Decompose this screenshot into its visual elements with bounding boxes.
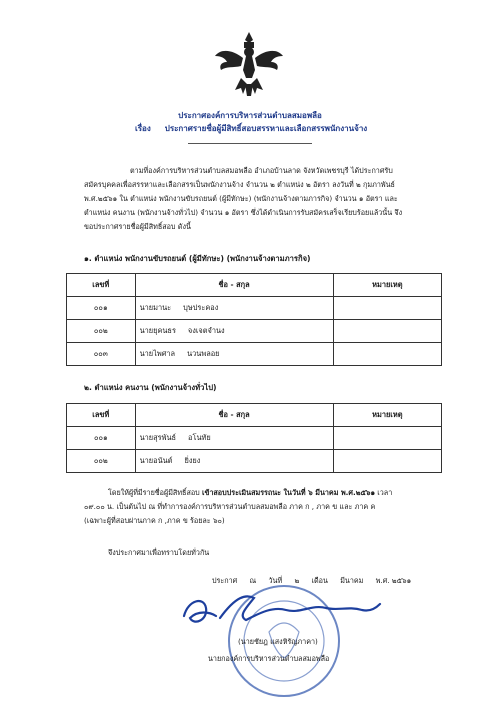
- column-header-name: ชื่อ - สกุล: [135, 404, 333, 427]
- announcement-subject: [135, 122, 367, 135]
- row-name: [135, 320, 333, 343]
- intro-line: สมัครบุคคลเพื่อสรรหาและเลือกสรรเป็นพนักงานจ้าง จำนวน ๒ ตำแหน่ง ๒ อัตรา ลงวันที่ ๒ กุมภาพันธ์: [84, 180, 395, 189]
- exam-line: (เฉพาะผู้ที่สอบผ่านภาค ก ,ภาค ข ร้อยละ ๖๐): [84, 516, 225, 525]
- column-header-remark: หมายเหตุ: [333, 404, 441, 427]
- closing-notice: จึงประกาศมาเพื่อทราบโดยทั่วกัน: [108, 548, 210, 557]
- section-title-driver: ๑. ตำแหน่ง พนักงานขับรถยนต์ (ผู้มีทักษะ) (พนักงานจ้างตามภารกิจ): [84, 254, 311, 263]
- exam-line: [84, 486, 464, 500]
- row-name: [135, 297, 333, 320]
- first-name: นายยุคนธร: [139, 326, 176, 335]
- row-remark: [333, 450, 441, 473]
- intro-paragraph: [84, 164, 448, 234]
- intro-line: ตำแหน่ง คนงาน (พนักงานจ้างทั่วไป) จำนวน ๑ อัตรา ซึ่งได้ดำเนินการรับสมัครเสร็จเรียบร้อยแล้วนั้น จึง: [84, 208, 403, 217]
- section-title-worker: ๒. ตำแหน่ง คนงาน (พนักงานจ้างทั่วไป): [84, 383, 217, 392]
- last-name: อโนทัย: [188, 433, 211, 442]
- row-number: ๐๐๒: [67, 320, 136, 343]
- column-header-name: ชื่อ - สกุล: [135, 274, 333, 297]
- table-row: [67, 320, 442, 343]
- exam-text: โดยให้ผู้ที่มีรายชื่อผู้มีสิทธิ์สอบ: [108, 488, 202, 497]
- last-name: ยิ่งยง: [184, 456, 201, 465]
- table-row: [67, 427, 442, 450]
- first-name: นายมานะ: [139, 303, 172, 312]
- row-number: ๐๐๒: [67, 450, 136, 473]
- row-remark: [333, 297, 441, 320]
- intro-line: ตามที่องค์การบริหารส่วนตำบลสมอพลือ อำเภอบ้านลาด จังหวัดเพชรบุรี ได้ประกาศรับ: [130, 166, 393, 175]
- table-row: [67, 297, 442, 320]
- intro-line: ขอประกาศรายชื่อผู้มีสิทธิ์สอบ ดังนี้: [84, 222, 191, 231]
- intro-line: พ.ศ.๒๕๖๑ ใน ตำแหน่ง พนักงานขับรถยนต์ (ผู้มีทักษะ) (พนักงานจ้างตามภารกิจ) จำนวน ๑ อัตรา และ: [84, 194, 398, 203]
- column-header-number: เลขที่: [67, 404, 136, 427]
- exam-date-highlight: เข้าสอบประเมินสมรรถนะ ในวันที่ ๖ มีนาคม พ.ศ.๒๕๖๑: [202, 488, 376, 497]
- last-name: นวนพลอย: [187, 349, 220, 358]
- handwritten-signature-icon: [176, 586, 386, 636]
- date-at: ณ: [249, 576, 257, 585]
- table-row: [67, 450, 442, 473]
- row-number: ๐๐๓: [67, 343, 136, 366]
- table-row: [67, 343, 442, 366]
- candidate-table-driver: [66, 273, 442, 366]
- announcement-title: ประกาศองค์การบริหารส่วนตำบลสมอพลือ: [178, 111, 322, 120]
- exam-paragraph: [84, 486, 464, 528]
- signatory-name: (นายชัยฎ แสงหิรัญภาคา): [238, 637, 318, 646]
- row-name: [135, 427, 333, 450]
- date-announced: ประกาศ: [212, 576, 238, 585]
- row-name: [135, 343, 333, 366]
- row-number: ๐๐๑: [67, 427, 136, 450]
- exam-line: ๐๙.๐๐ น. เป็นต้นไป ณ ที่ทำการองค์การบริหารส่วนตำบลสมอพลือ ภาค ก , ภาค ข และ ภาค ค: [84, 502, 376, 511]
- table-header-row: [67, 274, 442, 297]
- table-header-row: [67, 404, 442, 427]
- date-day: ๒: [294, 576, 300, 585]
- date-month-label: เดือน: [311, 576, 328, 585]
- date-day-label: วันที่: [268, 576, 283, 585]
- first-name: นายไพศาล: [139, 349, 176, 358]
- date-year: พ.ศ. ๒๕๖๑: [375, 576, 412, 585]
- subject-text: ประกาศรายชื่อผู้มีสิทธิ์สอบสรรหาและเลือกสรรพนักงานจ้าง: [164, 124, 368, 133]
- last-name: บุษประคอง: [183, 303, 219, 312]
- signatory-position: นายกองค์การบริหารส่วนตำบลสมอพลือ: [208, 654, 330, 663]
- garuda-emblem-icon: [211, 26, 287, 102]
- row-remark: [333, 320, 441, 343]
- candidate-table-worker: [66, 403, 442, 473]
- row-name: [135, 450, 333, 473]
- exam-text: เวลา: [375, 488, 393, 497]
- header-divider: [188, 143, 312, 144]
- column-header-number: เลขที่: [67, 274, 136, 297]
- row-remark: [333, 427, 441, 450]
- column-header-remark: หมายเหตุ: [333, 274, 441, 297]
- last-name: จงเจตจำนง: [187, 326, 225, 335]
- date-month: มีนาคม: [340, 576, 364, 585]
- row-remark: [333, 343, 441, 366]
- first-name: นายสุรพันธ์: [139, 433, 177, 442]
- subject-label: เรื่อง: [135, 124, 151, 133]
- first-name: นายอนันต์: [139, 456, 173, 465]
- row-number: ๐๐๑: [67, 297, 136, 320]
